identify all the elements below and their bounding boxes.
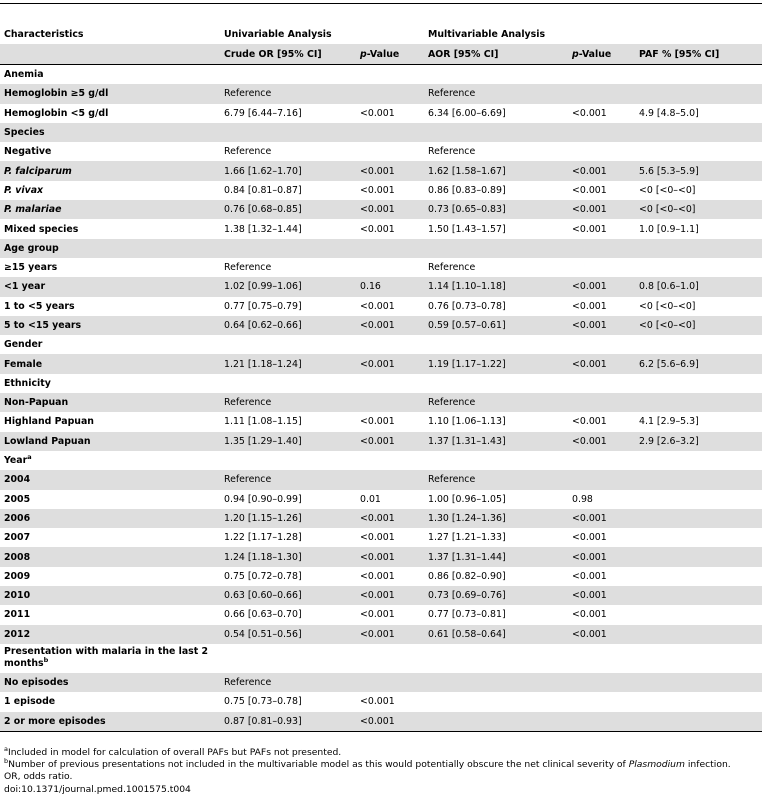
empty-cell bbox=[356, 451, 424, 470]
p-value-multivariable-cell: 0.98 bbox=[572, 493, 593, 505]
results-table bbox=[0, 25, 762, 732]
empty-cell bbox=[568, 123, 635, 142]
table-row bbox=[0, 354, 762, 373]
aor-cell: 1.19 [1.17–1.22] bbox=[424, 354, 568, 373]
table-row bbox=[0, 104, 762, 123]
paf-cell: <0 [<0–<0] bbox=[635, 200, 762, 219]
footnote-a-text: Included in model for calculation of overall PAFs but PAFs not presented. bbox=[7, 747, 342, 758]
row-label: Mixed species bbox=[4, 223, 79, 235]
row-label: P. vivax bbox=[4, 184, 44, 196]
row-label: Highland Papuan bbox=[4, 416, 94, 428]
paf-cell: <0 [<0–<0] bbox=[635, 316, 762, 335]
header-p-value-1 bbox=[356, 44, 424, 65]
paf-cell: 2.9 [2.6–3.2] bbox=[635, 432, 762, 451]
aor-cell: 1.00 [0.96–1.05] bbox=[428, 493, 506, 505]
p-value-univariable-cell: <0.001 bbox=[360, 223, 395, 235]
paf-cell: <0 [<0–<0] bbox=[639, 184, 696, 196]
header-p-italic: p bbox=[360, 48, 367, 60]
row-label: Hemoglobin ≥5 g/dl bbox=[0, 84, 220, 103]
paf-cell: 5.6 [5.3–5.9] bbox=[635, 161, 762, 180]
empty-cell bbox=[424, 239, 568, 258]
table-row bbox=[0, 297, 762, 316]
p-value-multivariable-cell: <0.001 bbox=[568, 354, 635, 373]
aor-cell: Reference bbox=[424, 84, 568, 103]
row-label: 2011 bbox=[4, 609, 31, 621]
paf-cell bbox=[635, 84, 762, 103]
table-row bbox=[0, 605, 762, 624]
empty-cell bbox=[424, 123, 568, 142]
empty-cell bbox=[568, 65, 635, 85]
aor-cell bbox=[424, 712, 568, 732]
row-label: ≥15 years bbox=[4, 262, 58, 274]
paf-cell bbox=[635, 393, 762, 412]
paf-cell bbox=[635, 490, 762, 509]
paf-cell bbox=[635, 586, 762, 605]
paf-cell bbox=[635, 547, 762, 566]
p-value-multivariable-cell: <0.001 bbox=[568, 586, 635, 605]
table-row bbox=[0, 123, 762, 142]
aor-cell: 1.62 [1.58–1.67] bbox=[424, 161, 568, 180]
table-row bbox=[0, 181, 762, 200]
empty-cell bbox=[568, 335, 635, 354]
table-row bbox=[0, 673, 762, 692]
p-value-multivariable-cell bbox=[568, 142, 635, 161]
crude-or-cell: 1.22 [1.17–1.28] bbox=[224, 532, 302, 544]
aor-cell bbox=[424, 692, 568, 711]
empty-cell bbox=[220, 123, 356, 142]
empty-cell bbox=[220, 644, 356, 673]
empty-cell bbox=[635, 644, 762, 673]
row-label: P. falciparum bbox=[0, 161, 220, 180]
p-value-multivariable-cell bbox=[568, 84, 635, 103]
group-label bbox=[0, 374, 220, 393]
table-row bbox=[0, 586, 762, 605]
aor-cell: Reference bbox=[424, 393, 568, 412]
p-value-multivariable-cell: <0.001 bbox=[568, 509, 635, 528]
aor-cell: 0.59 [0.57–0.61] bbox=[424, 316, 568, 335]
aor-cell: 0.86 [0.83–0.89] bbox=[428, 184, 506, 196]
row-label: No episodes bbox=[0, 673, 220, 692]
crude-or-cell: 0.77 [0.75–0.79] bbox=[224, 300, 302, 312]
empty-cell bbox=[568, 451, 635, 470]
p-value-multivariable-cell: <0.001 bbox=[572, 300, 607, 312]
row-label: 2007 bbox=[4, 532, 31, 544]
table-row bbox=[0, 528, 762, 547]
p-value-univariable-cell bbox=[356, 258, 424, 277]
paf-cell: 1.0 [0.9–1.1] bbox=[639, 223, 699, 235]
p-value-univariable-cell: <0.001 bbox=[360, 107, 395, 119]
aor-cell: 1.10 [1.06–1.13] bbox=[428, 416, 506, 428]
aor-cell: Reference bbox=[428, 262, 476, 274]
crude-or-cell: Reference bbox=[224, 262, 272, 274]
p-value-multivariable-cell: <0.001 bbox=[568, 161, 635, 180]
row-label: Lowland Papuan bbox=[0, 432, 220, 451]
row-label: 2006 bbox=[0, 509, 220, 528]
empty-cell bbox=[424, 451, 568, 470]
empty-cell bbox=[635, 65, 762, 85]
row-label: 2010 bbox=[0, 586, 220, 605]
p-value-univariable-cell: <0.001 bbox=[360, 184, 395, 196]
group-label-text: Presentation with malaria in the last 2 months bbox=[4, 646, 209, 670]
empty-cell bbox=[220, 239, 356, 258]
table-row bbox=[0, 239, 762, 258]
row-label: 2012 bbox=[0, 625, 220, 644]
table-footnotes bbox=[4, 744, 758, 796]
empty-cell bbox=[568, 239, 635, 258]
crude-or-cell: 0.64 [0.62–0.66] bbox=[220, 316, 356, 335]
p-value-univariable-cell: <0.001 bbox=[356, 316, 424, 335]
p-value-multivariable-cell: <0.001 bbox=[572, 223, 607, 235]
crude-or-cell: Reference bbox=[224, 146, 272, 158]
crude-or-cell: 0.63 [0.60–0.66] bbox=[220, 586, 356, 605]
aor-cell: 0.76 [0.73–0.78] bbox=[428, 300, 506, 312]
group-label bbox=[0, 451, 220, 470]
row-label: 2004 bbox=[0, 470, 220, 489]
crude-or-cell: 1.35 [1.29–1.40] bbox=[220, 432, 356, 451]
group-label-text: Age group bbox=[4, 242, 59, 254]
aor-cell: 0.73 [0.69–0.76] bbox=[424, 586, 568, 605]
aor-cell: 1.27 [1.21–1.33] bbox=[428, 532, 506, 544]
paf-cell bbox=[635, 470, 762, 489]
crude-or-cell: 1.24 [1.18–1.30] bbox=[220, 547, 356, 566]
p-value-univariable-cell bbox=[356, 142, 424, 161]
group-label-text: Gender bbox=[4, 339, 43, 351]
p-value-univariable-cell: 0.16 bbox=[356, 277, 424, 296]
row-label: <1 year bbox=[0, 277, 220, 296]
crude-or-cell: Reference bbox=[220, 393, 356, 412]
paf-cell bbox=[635, 509, 762, 528]
header-multivariable bbox=[424, 25, 762, 44]
row-label: 5 to <15 years bbox=[0, 316, 220, 335]
empty-cell bbox=[424, 335, 568, 354]
p-value-univariable-cell: <0.001 bbox=[356, 586, 424, 605]
header-blank bbox=[0, 44, 220, 65]
p-value-univariable-cell bbox=[356, 673, 424, 692]
empty-cell bbox=[635, 123, 762, 142]
aor-cell: Reference bbox=[424, 470, 568, 489]
crude-or-cell: 1.66 [1.62–1.70] bbox=[220, 161, 356, 180]
p-value-univariable-cell: <0.001 bbox=[360, 300, 395, 312]
p-value-univariable-cell: 0.01 bbox=[360, 493, 381, 505]
paf-cell: <0 [<0–<0] bbox=[639, 300, 696, 312]
footnote-a bbox=[4, 744, 758, 759]
doi: doi:10.1371/journal.pmed.1001575.t004 bbox=[4, 783, 191, 795]
p-value-univariable-cell bbox=[356, 470, 424, 489]
p-value-multivariable-cell: <0.001 bbox=[568, 277, 635, 296]
p-value-univariable-cell: <0.001 bbox=[356, 161, 424, 180]
group-label bbox=[0, 644, 220, 673]
p-value-multivariable-cell: <0.001 bbox=[568, 432, 635, 451]
empty-cell bbox=[220, 335, 356, 354]
paf-cell: 4.9 [4.8–5.0] bbox=[639, 107, 699, 119]
header-crude-or: Crude OR [95% CI] bbox=[220, 44, 356, 65]
empty-cell bbox=[635, 451, 762, 470]
p-value-univariable-cell: <0.001 bbox=[356, 200, 424, 219]
paf-cell: 4.1 [2.9–5.3] bbox=[639, 416, 699, 428]
row-label: 1 episode bbox=[4, 696, 56, 708]
table-row bbox=[0, 692, 762, 711]
group-label bbox=[0, 239, 220, 258]
table-row bbox=[0, 374, 762, 393]
empty-cell bbox=[635, 335, 762, 354]
p-value-multivariable-cell bbox=[568, 258, 635, 277]
crude-or-cell: Reference bbox=[220, 470, 356, 489]
p-value-univariable-cell bbox=[356, 393, 424, 412]
empty-cell bbox=[424, 65, 568, 85]
empty-cell bbox=[220, 374, 356, 393]
crude-or-cell: 0.75 [0.72–0.78] bbox=[224, 570, 302, 582]
table-row bbox=[0, 84, 762, 103]
row-label: 2008 bbox=[0, 547, 220, 566]
table-row bbox=[0, 644, 762, 673]
footnote-b-text-end: infection. bbox=[684, 759, 731, 771]
aor-cell: 1.30 [1.24–1.36] bbox=[424, 509, 568, 528]
header-univariable bbox=[220, 25, 424, 44]
row-label: 2 or more episodes bbox=[0, 712, 220, 732]
paf-cell: 6.2 [5.6–6.9] bbox=[635, 354, 762, 373]
paf-cell bbox=[635, 528, 762, 547]
p-value-multivariable-cell bbox=[568, 692, 635, 711]
aor-cell: 0.77 [0.73–0.81] bbox=[428, 609, 506, 621]
header-multivariable-label: Multivariable Analysis bbox=[428, 29, 546, 40]
empty-cell bbox=[635, 374, 762, 393]
group-label-text: Ethnicity bbox=[4, 377, 51, 389]
row-label: Non-Papuan bbox=[0, 393, 220, 412]
crude-or-cell: 0.75 [0.73–0.78] bbox=[224, 696, 302, 708]
empty-cell bbox=[356, 65, 424, 85]
crude-or-cell: 1.21 [1.18–1.24] bbox=[220, 354, 356, 373]
crude-or-cell: 1.38 [1.32–1.44] bbox=[224, 223, 302, 235]
group-label-text: Anemia bbox=[4, 69, 44, 81]
group-label bbox=[0, 123, 220, 142]
table-row bbox=[0, 432, 762, 451]
table-row bbox=[0, 625, 762, 644]
p-value-univariable-cell: <0.001 bbox=[360, 609, 395, 621]
table-row bbox=[0, 219, 762, 238]
header-row-1 bbox=[0, 25, 762, 44]
table-row bbox=[0, 142, 762, 161]
crude-or-cell: 0.87 [0.81–0.93] bbox=[220, 712, 356, 732]
paf-cell bbox=[635, 605, 762, 624]
aor-cell: 1.37 [1.31–1.43] bbox=[424, 432, 568, 451]
table-row bbox=[0, 567, 762, 586]
header-univariable-label: Univariable Analysis bbox=[224, 29, 332, 40]
table-row bbox=[0, 277, 762, 296]
crude-or-cell: Reference bbox=[220, 673, 356, 692]
aor-cell: 0.86 [0.82–0.90] bbox=[428, 570, 506, 582]
p-value-univariable-cell: <0.001 bbox=[360, 570, 395, 582]
header-aor: AOR [95% CI] bbox=[424, 44, 568, 65]
table-row bbox=[0, 712, 762, 732]
empty-cell bbox=[568, 374, 635, 393]
p-value-univariable-cell: <0.001 bbox=[356, 547, 424, 566]
header-row-2 bbox=[0, 44, 762, 65]
p-value-multivariable-cell: <0.001 bbox=[568, 547, 635, 566]
table-row bbox=[0, 258, 762, 277]
p-value-multivariable-cell: <0.001 bbox=[572, 609, 607, 621]
p-value-univariable-cell: <0.001 bbox=[360, 532, 395, 544]
row-label: 1 to <5 years bbox=[4, 300, 75, 312]
table-row bbox=[0, 412, 762, 431]
paf-cell bbox=[635, 692, 762, 711]
row-label: Negative bbox=[4, 146, 52, 158]
empty-cell bbox=[220, 65, 356, 85]
aor-cell: 1.14 [1.10–1.18] bbox=[424, 277, 568, 296]
group-label bbox=[0, 335, 220, 354]
p-value-multivariable-cell: <0.001 bbox=[572, 184, 607, 196]
aor-cell: 1.37 [1.31–1.44] bbox=[424, 547, 568, 566]
row-label: Female bbox=[0, 354, 220, 373]
empty-cell bbox=[220, 451, 356, 470]
empty-cell bbox=[356, 335, 424, 354]
header-p-italic: p bbox=[572, 48, 579, 60]
table-row bbox=[0, 451, 762, 470]
empty-cell bbox=[356, 123, 424, 142]
empty-cell bbox=[635, 239, 762, 258]
empty-cell bbox=[568, 644, 635, 673]
paf-cell bbox=[635, 142, 762, 161]
crude-or-cell: 6.79 [6.44–7.16] bbox=[224, 107, 302, 119]
p-value-univariable-cell: <0.001 bbox=[356, 625, 424, 644]
paf-cell: 0.8 [0.6–1.0] bbox=[635, 277, 762, 296]
paf-cell bbox=[635, 258, 762, 277]
p-value-multivariable-cell: <0.001 bbox=[568, 316, 635, 335]
crude-or-cell: 1.20 [1.15–1.26] bbox=[220, 509, 356, 528]
crude-or-cell: 1.02 [0.99–1.06] bbox=[220, 277, 356, 296]
aor-cell: Reference bbox=[428, 146, 476, 158]
p-value-multivariable-cell: <0.001 bbox=[572, 107, 607, 119]
empty-cell bbox=[356, 644, 424, 673]
footnote-marker: a bbox=[27, 452, 32, 461]
header-p-value-2 bbox=[568, 44, 635, 65]
p-value-univariable-cell: <0.001 bbox=[360, 416, 395, 428]
footnote-b-text: Number of previous presentations not included in the multivariable model as this would potentially obscure the net clinical severity of bbox=[8, 759, 629, 771]
aor-cell: 0.61 [0.58–0.64] bbox=[424, 625, 568, 644]
row-label: Hemoglobin <5 g/dl bbox=[4, 107, 109, 119]
aor-cell: 1.50 [1.43–1.57] bbox=[428, 223, 506, 235]
header-characteristics: Characteristics bbox=[4, 29, 84, 40]
p-value-univariable-cell: <0.001 bbox=[356, 712, 424, 732]
footnote-b bbox=[4, 759, 758, 771]
row-label: P. malariae bbox=[0, 200, 220, 219]
table-row bbox=[0, 393, 762, 412]
p-value-univariable-cell: <0.001 bbox=[360, 696, 395, 708]
p-value-multivariable-cell bbox=[568, 712, 635, 732]
footnote-a-marker: a bbox=[4, 744, 8, 753]
table-row bbox=[0, 65, 762, 85]
group-label-text: Year bbox=[4, 455, 28, 467]
table-row bbox=[0, 200, 762, 219]
footnote-marker: b bbox=[43, 656, 49, 665]
paf-cell bbox=[635, 567, 762, 586]
p-value-multivariable-cell: <0.001 bbox=[572, 416, 607, 428]
group-label-text: Species bbox=[4, 127, 45, 139]
p-value-multivariable-cell bbox=[568, 470, 635, 489]
group-label bbox=[0, 65, 220, 85]
row-label: 2009 bbox=[4, 570, 31, 582]
table-row bbox=[0, 316, 762, 335]
footnote-b-marker: b bbox=[4, 757, 9, 766]
aor-cell: 6.34 [6.00–6.69] bbox=[428, 107, 506, 119]
paf-cell bbox=[635, 712, 762, 732]
p-value-univariable-cell: <0.001 bbox=[356, 354, 424, 373]
p-value-multivariable-cell: <0.001 bbox=[568, 200, 635, 219]
footnote-abbrev: OR, odds ratio. bbox=[4, 771, 73, 783]
crude-or-cell: 0.94 [0.90–0.99] bbox=[224, 493, 302, 505]
p-value-univariable-cell bbox=[356, 84, 424, 103]
crude-or-cell: Reference bbox=[220, 84, 356, 103]
p-value-univariable-cell: <0.001 bbox=[356, 509, 424, 528]
header-p-rest: -Value bbox=[578, 48, 612, 60]
crude-or-cell: 0.76 [0.68–0.85] bbox=[220, 200, 356, 219]
p-value-multivariable-cell: <0.001 bbox=[572, 532, 607, 544]
crude-or-cell: 0.66 [0.63–0.70] bbox=[224, 609, 302, 621]
aor-cell bbox=[424, 673, 568, 692]
table-row bbox=[0, 490, 762, 509]
table-row bbox=[0, 335, 762, 354]
p-value-univariable-cell: <0.001 bbox=[356, 432, 424, 451]
p-value-multivariable-cell bbox=[568, 673, 635, 692]
crude-or-cell: 1.11 [1.08–1.15] bbox=[224, 416, 302, 428]
paf-cell bbox=[635, 673, 762, 692]
table-row bbox=[0, 161, 762, 180]
aor-cell: 0.73 [0.65–0.83] bbox=[424, 200, 568, 219]
p-value-multivariable-cell bbox=[568, 393, 635, 412]
empty-cell bbox=[356, 239, 424, 258]
row-label: 2005 bbox=[4, 493, 31, 505]
empty-cell bbox=[356, 374, 424, 393]
p-value-multivariable-cell: <0.001 bbox=[572, 570, 607, 582]
footnote-b-italic: Plasmodium bbox=[628, 759, 685, 771]
table-row bbox=[0, 470, 762, 489]
header-paf: PAF % [95% CI] bbox=[635, 44, 762, 65]
crude-or-cell: 0.84 [0.81–0.87] bbox=[224, 184, 302, 196]
empty-cell bbox=[424, 644, 568, 673]
header-p-rest: -Value bbox=[366, 48, 400, 60]
table-row bbox=[0, 547, 762, 566]
p-value-multivariable-cell: <0.001 bbox=[568, 625, 635, 644]
table-row bbox=[0, 509, 762, 528]
top-rule bbox=[0, 3, 762, 4]
paf-cell bbox=[635, 625, 762, 644]
empty-cell bbox=[424, 374, 568, 393]
crude-or-cell: 0.54 [0.51–0.56] bbox=[220, 625, 356, 644]
